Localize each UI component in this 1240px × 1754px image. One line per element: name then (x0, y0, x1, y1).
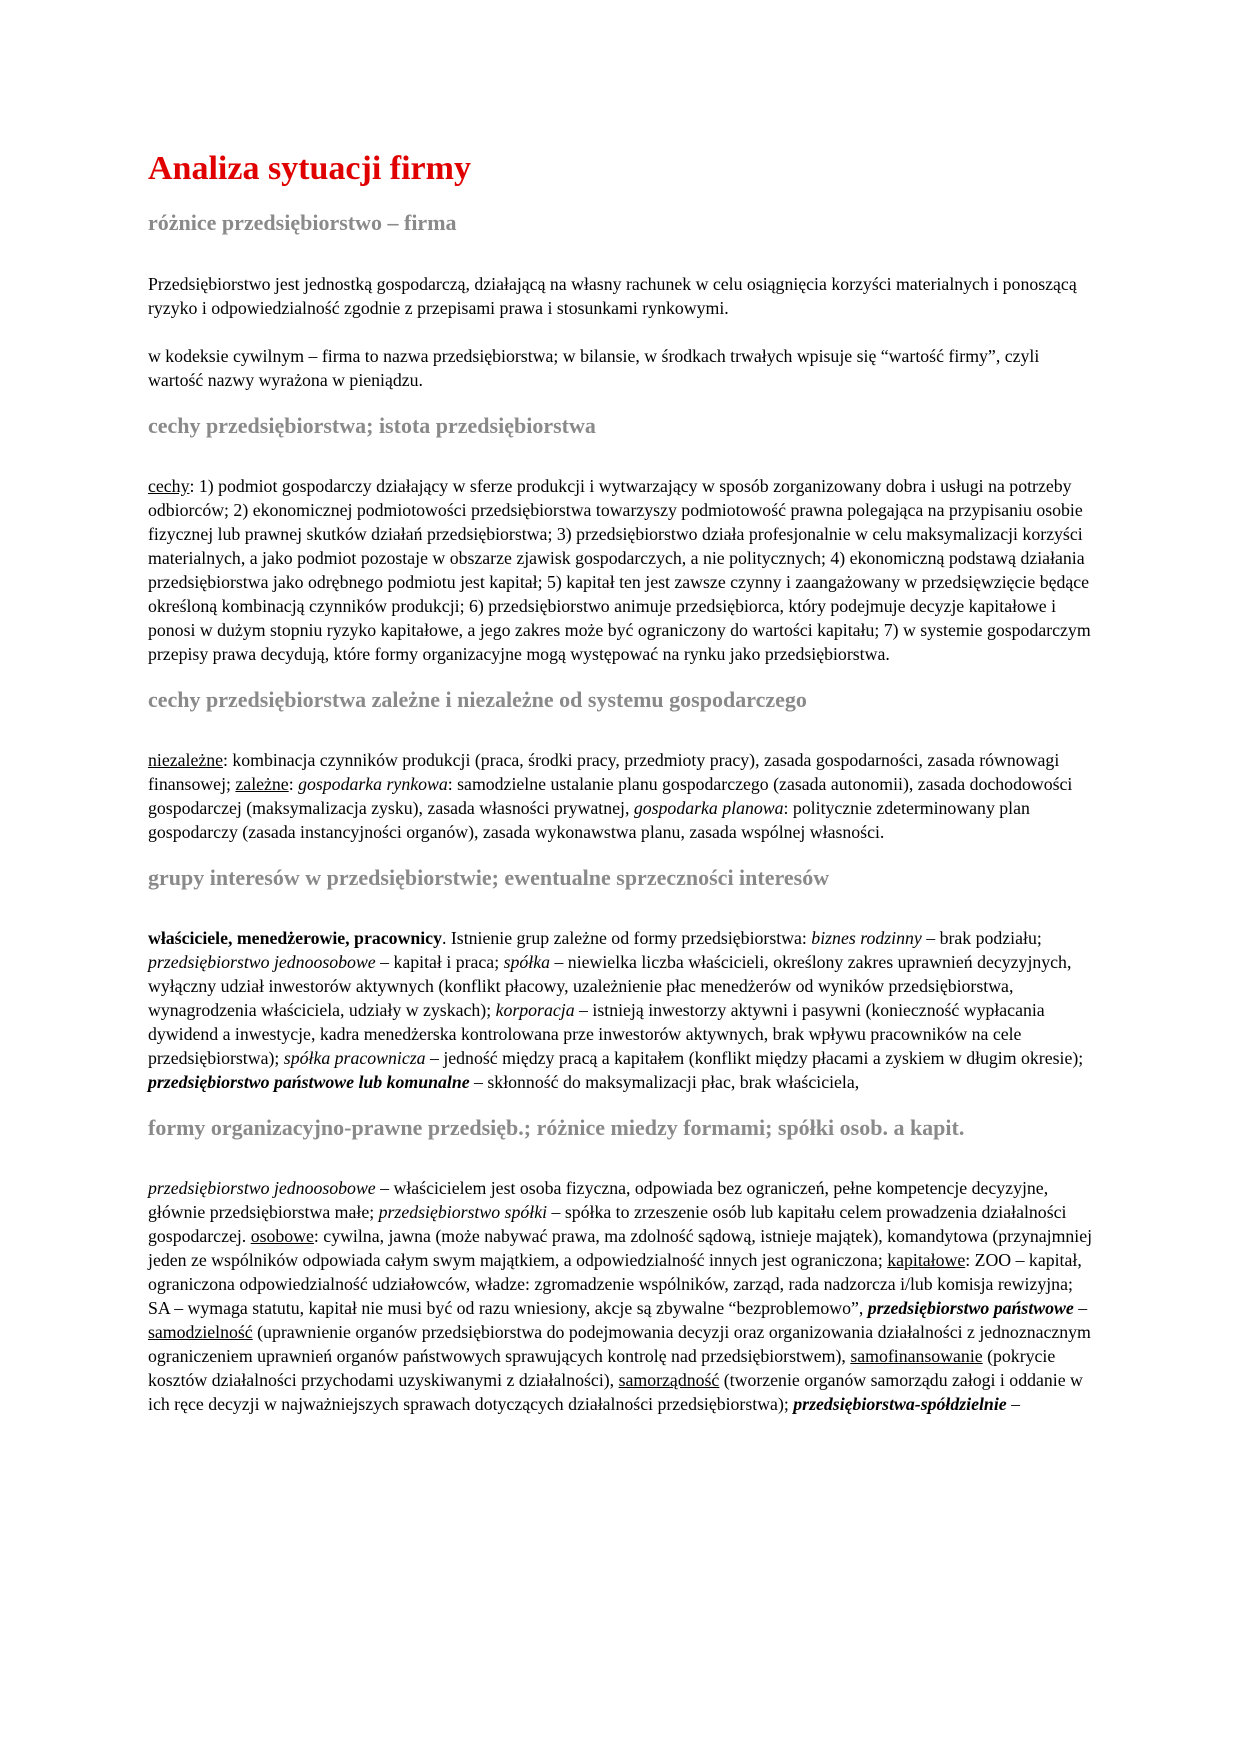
paragraph-dependent-features (148, 748, 1094, 844)
text-segment: : kombinacja czynników produkcji (praca, środki pracy, przedmioty pracy), zasada gospodarności, zasada równowagi finansowej; (148, 749, 1060, 794)
term-zalezne: zależne (235, 773, 289, 794)
paragraph-features (148, 474, 1094, 666)
term-jednoosobowe: przedsiębiorstwo jednoosobowe (148, 1178, 376, 1199)
section-heading-legal-forms: formy organizacyjno-prawne przedsięb.; różnice miedzy formami; spółki osob. a kapit. (148, 1115, 965, 1141)
document-page (148, 150, 1094, 1438)
term-biznes-rodzinny: biznes rodzinny (811, 928, 922, 949)
text-segment: : politycznie zdeterminowany plan gospodarczy (zasada instancyjności organów), zasada wykonawstwa planu, zasada wspólnej własności. (148, 797, 1030, 842)
section-heading-differences: różnice przedsiębiorstwo – firma (148, 210, 457, 236)
term-osobowe: osobowe (250, 1226, 314, 1247)
term-panstwowe-komunalne: przedsiębiorstwo państwowe lub komunalne (148, 1072, 470, 1093)
text-segment: – istnieją inwestorzy aktywni i pasywni (konieczność wypłacania dywidend a inwestycje, kadra menedżerska kontrolowana prze inwestorów aktywnych, brak wpływu pracowników na cele przedsiębiorstwa); (148, 1000, 1045, 1069)
text-segment: – jedność między pracą a kapitałem (konflikt między płacami a zyskiem w długim okresie); (425, 1048, 1084, 1069)
term-samofinansowanie: samofinansowanie (850, 1346, 983, 1367)
term-groups: właściciele, menedżerowie, pracownicy (148, 928, 442, 949)
text-segment: – niewielka liczba właścicieli, określony zakres uprawnień decyzyjnych, wyłączny udział inwestorów aktywnych (konflikt płacowy, uzależnienie płac menedżerów od wyników przedsiębiorstwa, wynagrodzenia właściciela, udziały w zyskach); (148, 952, 1072, 1021)
text-segment: : (288, 773, 299, 794)
term-jednoosobowe: przedsiębiorstwo jednoosobowe (148, 952, 376, 973)
paragraph-interest-groups (148, 926, 1094, 1094)
term-kapitalowe: kapitałowe (887, 1250, 966, 1271)
text-segment: – skłonność do maksymalizacji płac, brak właściciela, (469, 1072, 860, 1093)
text-segment: : samodzielne ustalanie planu gospodarczego (zasada autonomii), zasada dochodowości gospodarczej (maksymalizacja zysku), zasada własności prywatnej, (148, 773, 1073, 818)
text-segment: (pokrycie kosztów działalności przychodami uzyskiwanymi z działalności), (148, 1346, 1056, 1391)
features-text: : 1) podmiot gospodarczy działający w sferze produkcji i wytwarzający w sposób zorganizowany dobra i usługi na potrzeby odbiorców; 2) ekonomicznej podmiotowości przedsiębiorstwa towarzyszy podmiotowość prawna polegająca na przypisaniu osobie fizycznej lub prawnej skutków działań przedsiębiorstwa; 3) przedsiębiorstwo działa profesjonalnie w celu maksymalizacji korzyści materialnych, a jako podmiot pozostaje w obszarze zjawisk gospodarczych, a nie politycznych; 4) ekonomiczną podstawą działania przedsiębiorstwa jako odrębnego podmiotu jest kapitał; 5) kapitał ten jest zawsze czynny i zaangażowany w przedsięwzięcie będące określoną kombinacją czynników produkcji; 6) przedsiębiorstwo animuje przedsiębiorca, który podejmuje decyzje kapitałowe i ponosi w dużym stopniu ryzyko kapitałowe, a jego zakres może być ograniczony do wartości kapitału; 7) w systemie gospodarczym przepisy prawa decydują, które formy organizacyjne mogą występować na rynku jako przedsiębiorstwa. (148, 475, 1091, 664)
term-korporacja: korporacja (495, 1000, 575, 1021)
term-samorzadnosc: samorządność (618, 1370, 720, 1391)
term-gospodarka-rynkowa: gospodarka rynkowa (298, 773, 448, 794)
paragraph-firm-definition: w kodeksie cywilnym – firma to nazwa przedsiębiorstwa; w bilansie, w środkach trwałych wpisuje się “wartość firmy”, czyli wartość nazwy wyrażona w pieniądzu. (148, 345, 1040, 390)
text-segment: : ZOO – kapitał, ograniczona odpowiedzialność udziałowców, władze: zgromadzenie wspólników, zarząd, rada nadzorcza i/lub komisja rewizyjna; SA – wymaga statutu, kapitał nie musi być od razu wniesiony, akcje są zbywalne “bezproblemowo”, (148, 1250, 1082, 1319)
term-spoldzielnie: przedsiębiorstwa-spółdzielnie (793, 1394, 1007, 1415)
text-segment: – (1073, 1298, 1088, 1319)
section-heading-dependent-features: cechy przedsiębiorstwa zależne i niezależne od systemu gospodarczego (148, 686, 807, 712)
term-samodzielnosc: samodzielność (148, 1322, 253, 1343)
text-segment: : cywilna, jawna (może nabywać prawa, ma zdolność sądową, istnieje majątek), komandytowa (przynajmniej jeden ze wspólników odpowiada całym swym majątkiem, a odpowiedzialność innych jest ograniczona; (148, 1226, 1093, 1271)
term-spolka: spółka (503, 952, 551, 973)
text-segment: – (1006, 1394, 1020, 1415)
term-gospodarka-planowa: gospodarka planowa (633, 797, 784, 818)
section-heading-features: cechy przedsiębiorstwa; istota przedsiębiorstwa (148, 412, 596, 438)
term-cechy: cechy (148, 475, 190, 496)
document-title: Analiza sytuacji firmy (148, 150, 471, 187)
paragraph-legal-forms (148, 1176, 1094, 1416)
text-segment: (uprawnienie organów przedsiębiorstwa do podejmowania decyzji oraz organizowania działalności z jednoznacznym ograniczeniem uprawnień organów państwowych sprawujących kontrolę nad przedsiębiorstwem), (148, 1322, 1091, 1367)
text-segment: . Istnienie grup zależne od formy przedsiębiorstwa: (441, 928, 812, 949)
section-heading-interest-groups: grupy interesów w przedsiębiorstwie; ewentualne sprzeczności interesów (148, 864, 830, 890)
term-spolka-pracownicza: spółka pracownicza (283, 1048, 426, 1069)
term-niezalezne: niezależne (148, 749, 224, 770)
text-segment: – spółka to zrzeszenie osób lub kapitału celem prowadzenia działalności gospodarczej. (148, 1202, 1067, 1247)
paragraph-enterprise-definition: Przedsiębiorstwo jest jednostką gospodarczą, działającą na własny rachunek w celu osiągnięcia korzyści materialnych i ponoszącą ryzyko i odpowiedzialność zgodnie z przepisami prawa i stosunkami rynkowymi. (148, 273, 1077, 318)
text-segment: – właścicielem jest osoba fizyczna, odpowiada bez ograniczeń, pełne kompetencje decyzyjne, głównie przedsiębiorstwa małe; (148, 1178, 1049, 1223)
text-segment: – brak podziału; (921, 928, 1042, 949)
text-segment: – kapitał i praca; (375, 952, 504, 973)
text-segment: (tworzenie organów samorządu załogi i oddanie w ich ręce decyzji w najważniejszych sprawach dotyczących działalności przedsiębiorstwa); (148, 1370, 1083, 1415)
term-panstwowe: przedsiębiorstwo państwowe (867, 1298, 1074, 1319)
term-spolki: przedsiębiorstwo spółki (378, 1202, 548, 1223)
